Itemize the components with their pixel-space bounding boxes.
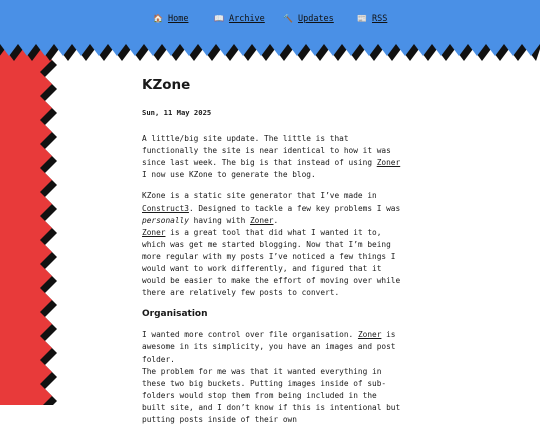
zoner-link[interactable]: Zoner xyxy=(376,158,401,168)
organisation-text-b: is awesome in its simplicity, you have an images and post folder. xyxy=(142,330,396,364)
organisation-text-a: I wanted more control over file organisation. xyxy=(142,330,358,340)
kzone-text-a: KZone is a static site generator that I’ve made in xyxy=(142,191,377,201)
nav-home-link[interactable] xyxy=(153,14,188,24)
post-date: Sun, 11 May 2025 xyxy=(142,108,212,117)
zoner-link[interactable]: Zoner xyxy=(357,330,382,340)
nav-rss-label[interactable]: RSS xyxy=(371,14,388,24)
kzone-text-c: having with xyxy=(188,215,250,225)
post-paragraph-organisation xyxy=(142,329,404,426)
construct3-link[interactable]: Construct3 xyxy=(142,203,189,213)
post-content xyxy=(142,74,404,435)
house-icon: 🏠 xyxy=(153,14,163,23)
nav-updates-label[interactable]: Updates xyxy=(297,14,334,24)
page-title: KZone xyxy=(142,77,191,93)
zoner-link[interactable]: Zoner xyxy=(249,215,274,225)
wrench-icon: 🔨 xyxy=(283,14,293,23)
nav-updates-link[interactable] xyxy=(283,14,334,24)
top-navigation xyxy=(0,14,540,32)
nav-archive-label[interactable]: Archive xyxy=(228,14,265,24)
organisation-text-c: The problem for me was that it wanted everything in these two big buckets. Putting images inside of sub-folders would stop them from being included in the built site, and I don’t know if this is intentional but putting posts inside of their own xyxy=(142,366,401,424)
newspaper-icon: 📰 xyxy=(357,14,367,23)
intro-text: A little/big site update. The little is that functionally the site is near identical to how it was since last week. The big is that instead of using xyxy=(142,134,391,168)
post-paragraph-kzone xyxy=(142,190,404,299)
section-heading-organisation: Organisation xyxy=(142,309,208,320)
book-icon: 📖 xyxy=(214,14,224,23)
top-zigzag-banner xyxy=(0,0,540,64)
nav-rss-link[interactable] xyxy=(357,14,387,24)
zoner-link[interactable]: Zoner xyxy=(142,227,166,237)
post-paragraph-intro xyxy=(142,133,404,181)
intro-text-end: I now use KZone to generate the blog. xyxy=(142,170,316,180)
kzone-text-b: . Designed to tackle a few key problems I was xyxy=(188,203,401,213)
kzone-text-d: . xyxy=(273,215,279,225)
nav-home-label[interactable]: Home xyxy=(167,14,189,24)
kzone-emphasis: personally xyxy=(142,215,189,225)
nav-archive-link[interactable] xyxy=(214,14,265,24)
kzone-text-e: is a great tool that did what I wanted it to, which was get me started blogging. Now that I’m being more regular with my posts I’ve noticed a few things I would want to work differently, and figured that it would be easier to make the effort of moving over while there are relatively few posts to convert. xyxy=(142,227,401,298)
